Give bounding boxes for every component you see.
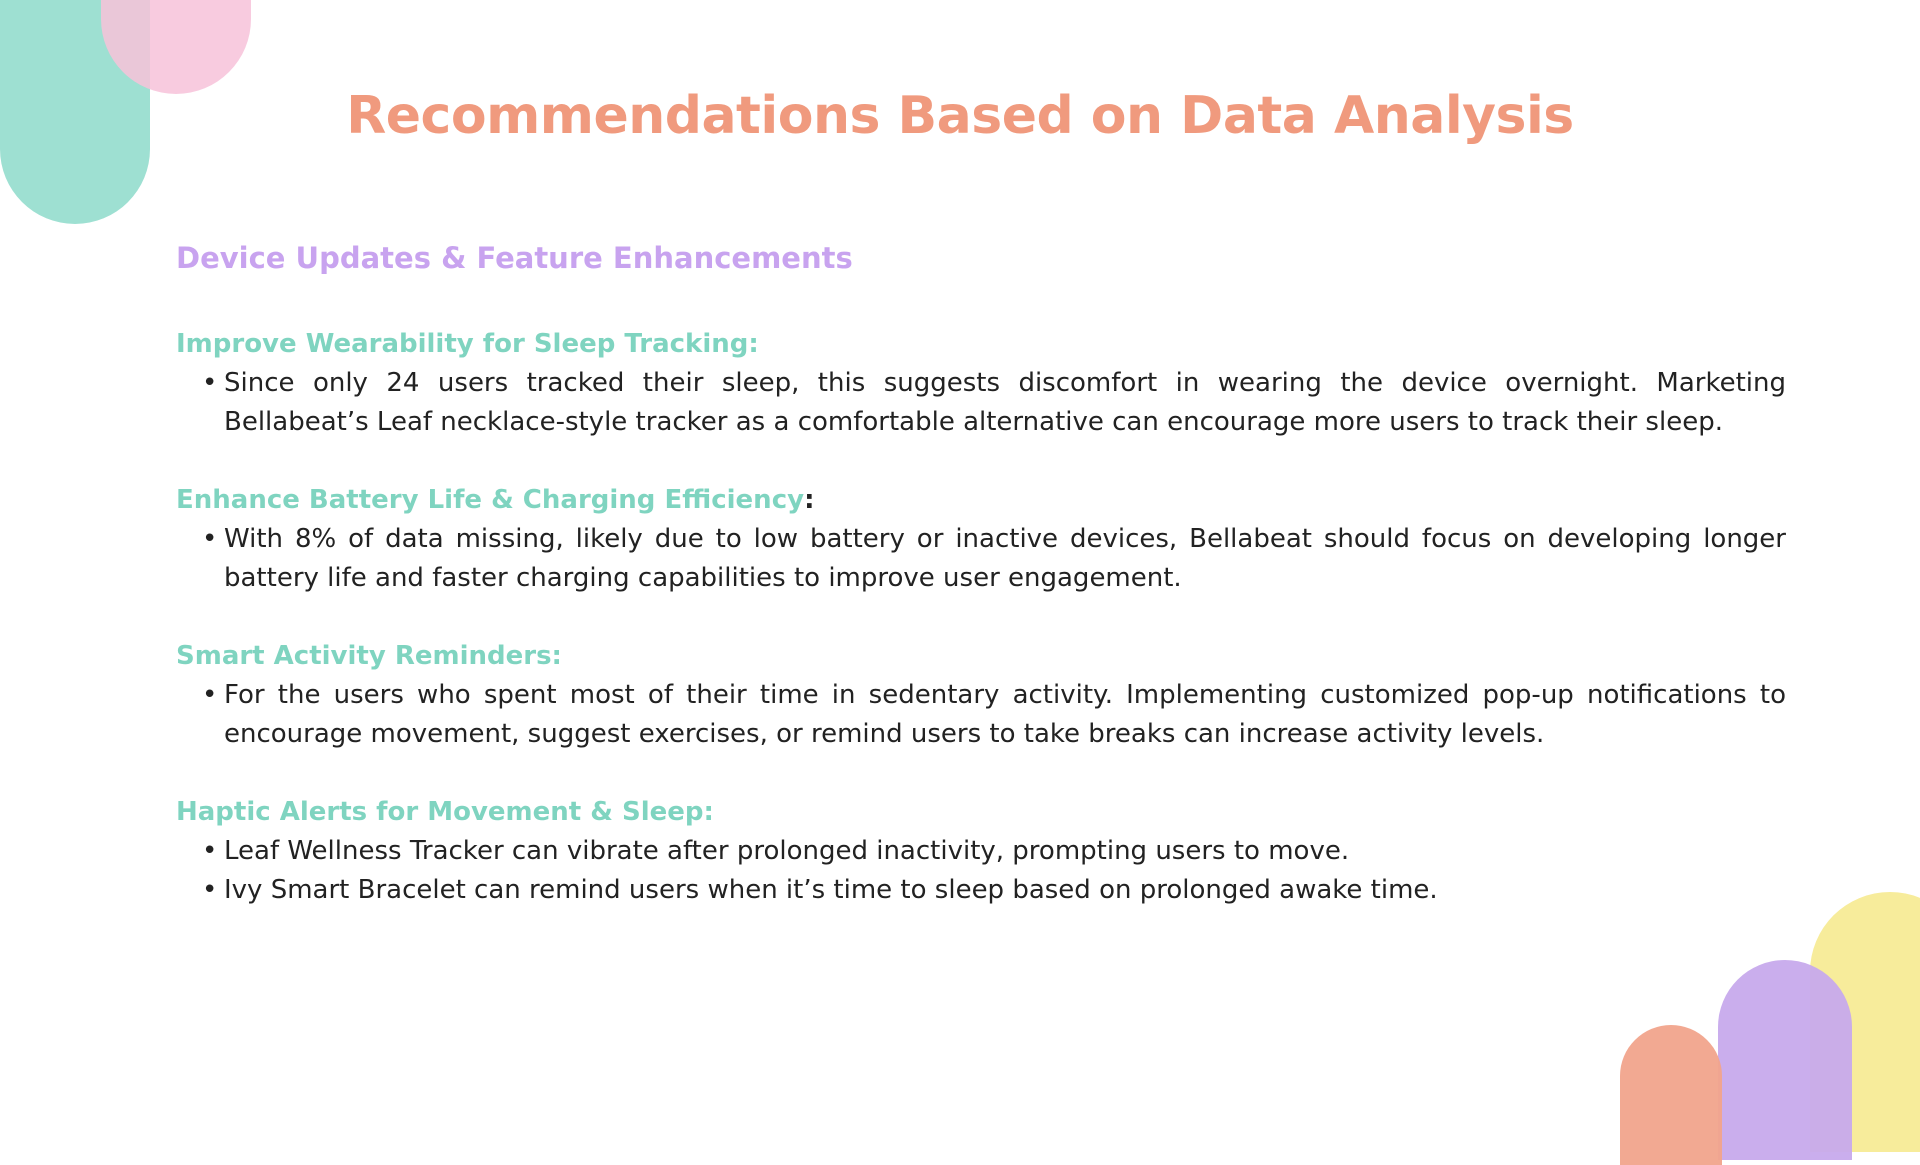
recommendation-heading-text: Enhance Battery Life & Charging Efficiency [176,485,805,515]
list-item [202,871,1786,910]
recommendation-group [176,792,1786,910]
bullet-list [176,676,1786,754]
list-item-text: Ivy Smart Bracelet can remind users when it’s time to sleep based on prolonged awake time. [224,875,1438,905]
bullet-list [176,832,1786,910]
bullet-list [176,520,1786,598]
recommendation-group [176,480,1786,598]
section-heading: Device Updates & Feature Enhancements [176,241,853,275]
recommendation-heading [176,792,1786,832]
list-item [202,832,1786,871]
list-item-text: For the users who spent most of their time in sedentary activity. Implementing customized pop-up notifications to encourage movement, suggest exercises, or remind users to take breaks can increase activity levels. [224,680,1786,749]
list-item [202,676,1786,754]
bullet-icon: • [202,680,218,710]
recommendation-heading [176,324,1786,364]
main-content [176,238,1786,948]
decorative-salmon-shape [1620,1025,1722,1165]
bullet-icon: • [202,524,218,554]
list-item-text: With 8% of data missing, likely due to low battery or inactive devices, Bellabeat should focus on developing longer battery life and faster charging capabilities to improve user engagement. [224,524,1786,593]
recommendation-heading [176,636,1786,676]
recommendation-heading [176,480,1786,520]
recommendation-heading-text: Improve Wearability for Sleep Tracking: [176,329,759,359]
bullet-icon: • [202,836,218,866]
list-item [202,520,1786,598]
heading-colon: : [804,485,815,515]
recommendation-heading-text: Haptic Alerts for Movement & Sleep: [176,797,714,827]
list-item [202,364,1786,442]
list-item-text: Leaf Wellness Tracker can vibrate after prolonged inactivity, prompting users to move. [224,836,1350,866]
bullet-icon: • [202,875,218,905]
recommendation-group [176,636,1786,754]
bullet-list [176,364,1786,442]
decorative-purple-shape [1718,960,1852,1160]
list-item-text: Since only 24 users tracked their sleep, this suggests discomfort in wearing the device overnight. Marketing Bellabeat’s Leaf necklace-style tracker as a comfortable alternative can encourage more users to track their sleep. [224,368,1786,437]
recommendation-group [176,324,1786,442]
recommendation-heading-text: Smart Activity Reminders: [176,641,562,671]
bullet-icon: • [202,368,218,398]
page-title: Recommendations Based on Data Analysis [346,86,1574,146]
